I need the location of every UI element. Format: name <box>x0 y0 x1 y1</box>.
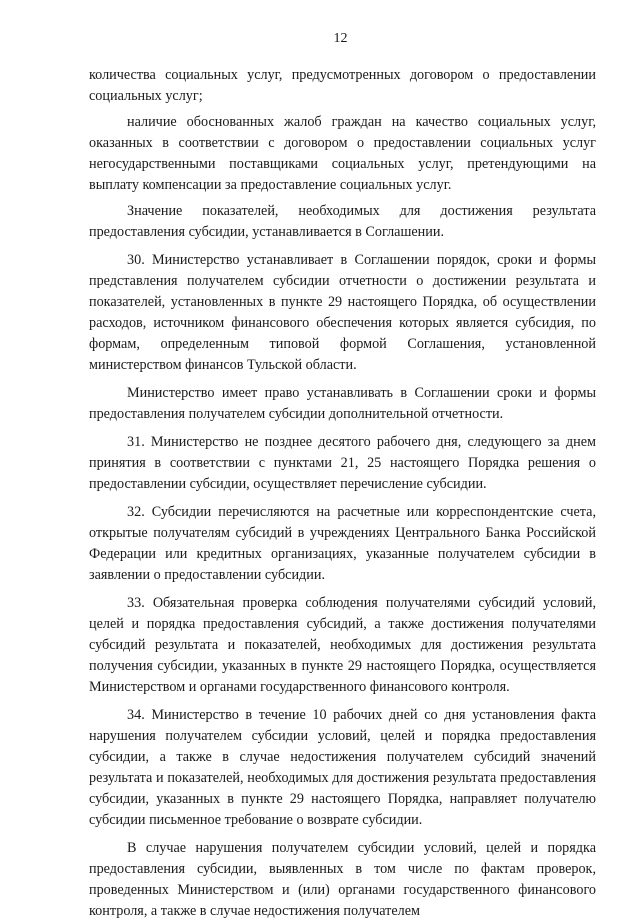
paragraph-violation-case: В случае нарушения получателем субсидии условий, целей и порядка предоставления субсидии, выявленных в том числе по фактам проверок, проведенных Министерством и (или) органами государственного финансового контроля, а также в случае недостижения получателем <box>89 840 596 919</box>
paragraph-item-31: 31. Министерство не позднее десятого рабочего дня, следующего за днем принятия в соответствии с пунктами 21, 25 настоящего Порядка решения о предоставлении субсидии, осуществляет перечисление субсидии. <box>89 434 596 492</box>
paragraph-continuation: количества социальных услуг, предусмотренных договором о предоставлении социальных услуг; <box>89 67 596 104</box>
paragraph-complaints: наличие обоснованных жалоб граждан на качество социальных услуг, оказанных в соответствии с договором о предоставлении социальных услуг негосударственными поставщиками социальных услуг, претендующими на выплату компенсации за предоставление социальных услуг. <box>89 114 596 193</box>
paragraph-additional-reporting: Министерство имеет право устанавливать в Соглашении сроки и формы предоставления получателем субсидии дополнительной отчетности. <box>89 385 596 422</box>
page-number: 12 <box>333 31 348 46</box>
paragraph-item-34: 34. Министерство в течение 10 рабочих дней со дня установления факта нарушения получателем субсидии условий, целей и порядка предоставления субсидии, а также в случае недостижения получателем субсидий значений результата и показателей, необходимых для достижения результата предоставления субсидии, указанных в пункте 29 настоящего Порядка, направляет получателю субсидии письменное требование о возврате субсидии. <box>89 707 596 828</box>
paragraph-item-33: 33. Обязательная проверка соблюдения получателями субсидий условий, целей и порядка предоставления субсидий, а также достижения получателями субсидий результата и показателей, необходимых для достижения результата получения субсидии, указанных в пункте 29 настоящего Порядка, осуществляется Министерством и органами государственного финансового контроля. <box>89 595 596 695</box>
paragraph-item-30: 30. Министерство устанавливает в Соглашении порядок, сроки и формы представления получателем субсидии отчетности о достижении результата и показателей, установленных в пункте 29 настоящего Порядка, об осуществлении расходов, источником финансового обеспечения которых является субсидия, по формам, определенным типовой формой Соглашения, установленной министерством финансов Тульской области. <box>89 252 596 373</box>
paragraph-item-32: 32. Субсидии перечисляются на расчетные или корреспондентские счета, открытые получателям субсидий в учреждениях Центрального Банка Российской Федерации или кредитных организациях, указанные получателем субсидии в заявлении о предоставлении субсидии. <box>89 504 596 583</box>
paragraph-indicator-values: Значение показателей, необходимых для достижения результата предоставления субсидии, устанавливается в Соглашении. <box>89 203 596 240</box>
